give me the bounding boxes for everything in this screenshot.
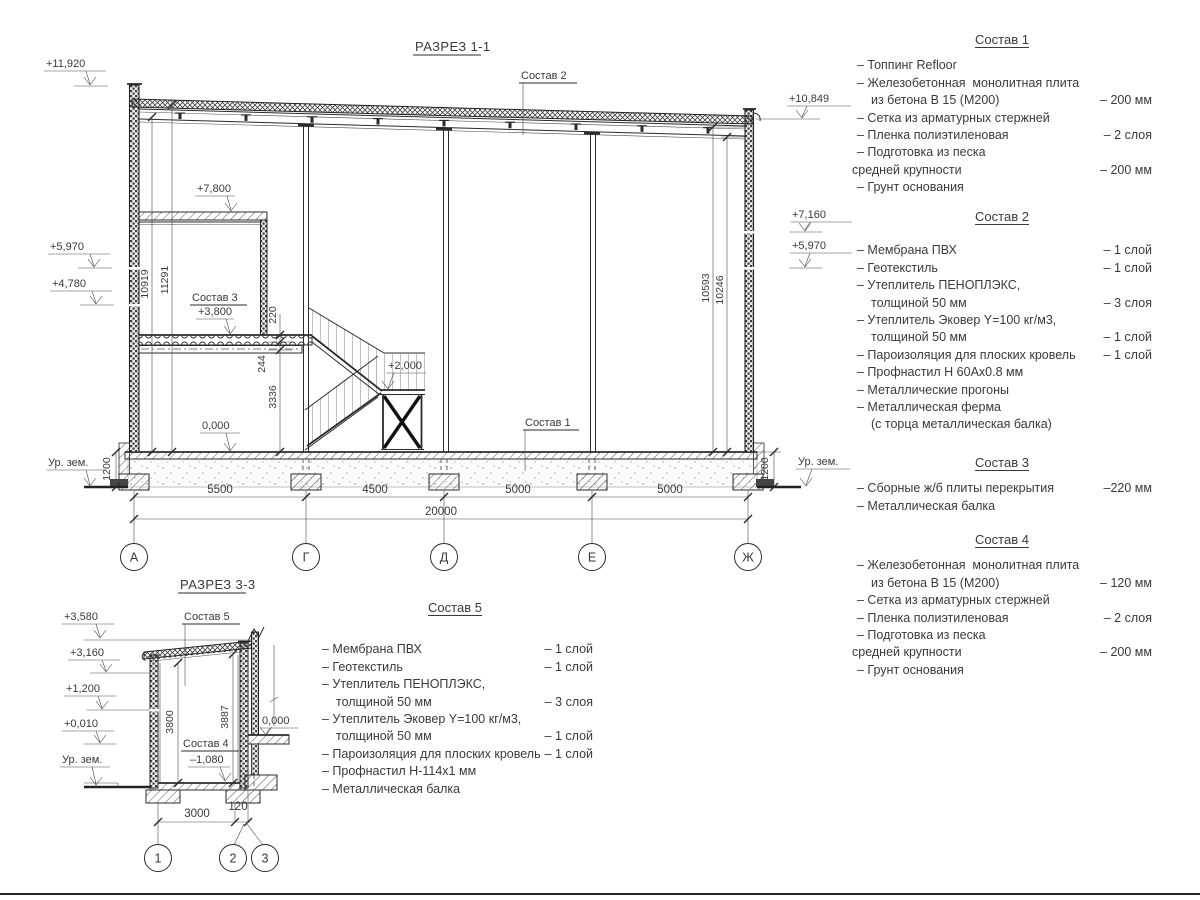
- floor-slab: [125, 452, 757, 459]
- vdim-220: 220: [267, 306, 279, 324]
- material-name: – Сборные ж/б плиты перекрытия: [857, 481, 1055, 496]
- composition-row: [852, 277, 1152, 294]
- annex-floor-slab: [150, 783, 240, 790]
- vdim-10919: 10919: [139, 269, 151, 299]
- plinth-left: [119, 443, 130, 474]
- material-name: – Пароизоляция для плоских кровель: [857, 347, 1076, 362]
- grid-axis-g: Г: [302, 550, 310, 565]
- material-name: – Утеплитель ПЕНОПЛЭКС,: [322, 677, 486, 692]
- composition-row: [852, 627, 1152, 644]
- elevation-7800: +7,800: [197, 183, 231, 195]
- material-name: – Утеплитель ПЕНОПЛЭКС,: [857, 278, 1021, 293]
- composition-row: [852, 399, 1152, 416]
- elevation-marks-right: [756, 93, 852, 486]
- composition-row: [852, 416, 1152, 433]
- grid-axis-j: Ж: [742, 550, 754, 565]
- dim-3000: 3000: [184, 808, 210, 820]
- vdim-1200-right: 1200: [759, 457, 771, 481]
- main-pad: [245, 775, 277, 790]
- annex-wall-right: [240, 643, 248, 788]
- composition-row: [317, 781, 593, 798]
- callout-sostav3: [190, 292, 247, 305]
- material-name: – Сетка из арматурных стержней: [857, 110, 1050, 125]
- material-name: – Грунт основания: [857, 662, 964, 677]
- material-value: –220 мм: [1103, 481, 1152, 496]
- composition-list-3: [852, 454, 1152, 515]
- svg-text:Состав 1: Состав 1: [525, 417, 571, 429]
- elevation-3160: +3,160: [70, 647, 104, 659]
- material-name: (с торца металлическая балка): [871, 417, 1052, 432]
- annex-pad-left: [146, 790, 180, 803]
- material-name: – Пленка полиэтиленовая: [857, 610, 1009, 625]
- material-name: – Металлическая ферма: [857, 400, 1002, 415]
- composition-row: [317, 676, 593, 693]
- composition-row: [852, 92, 1152, 109]
- callout-sostav2: [519, 70, 577, 135]
- composition-title: Состав 1: [975, 32, 1029, 47]
- material-name: – Мембрана ПВХ: [322, 642, 422, 657]
- material-value: – 3 слоя: [1103, 295, 1152, 310]
- composition-row: [852, 382, 1152, 399]
- material-name: – Профнастил Н 60Ах0.8 мм: [857, 365, 1024, 380]
- material-name: – Профнастил Н-114х1 мм: [322, 764, 477, 779]
- elevation-m1080: –1,080: [190, 754, 224, 766]
- composition-row: [317, 728, 593, 745]
- elevation-3580: +3,580: [64, 611, 98, 623]
- material-name: – Железобетонная монолитная плита: [857, 75, 1080, 90]
- dim-20000: 20000: [425, 506, 457, 518]
- composition-row: [317, 763, 593, 780]
- composition-row: [852, 610, 1152, 627]
- material-name: из бетона В 15 (М200): [871, 93, 1000, 108]
- elevation-5970-left: +5,970: [50, 241, 84, 253]
- composition-row: [852, 347, 1152, 364]
- elevation-4780: +4,780: [52, 278, 86, 290]
- composition-row: [852, 592, 1152, 609]
- material-name: – Мембрана ПВХ: [857, 243, 957, 258]
- composition-row: [852, 144, 1152, 161]
- composition-row: [317, 746, 593, 763]
- composition-title: Состав 2: [975, 209, 1029, 224]
- horizontal-dimensions: [130, 484, 752, 543]
- composition-row: [852, 312, 1152, 329]
- composition-row: [852, 110, 1152, 127]
- material-value: – 1 слой: [1103, 347, 1152, 362]
- elevation-0000: 0,000: [202, 420, 230, 432]
- dim-5000-1: 5000: [505, 484, 531, 496]
- annex-wall-left: [150, 655, 158, 788]
- grid-axis-a: А: [129, 550, 139, 565]
- material-name: толщиной 50 мм: [871, 330, 967, 345]
- material-value: – 2 слоя: [1103, 128, 1152, 143]
- material-name: толщиной 50 мм: [871, 295, 967, 310]
- dim-120: 120: [228, 801, 248, 813]
- grid-axes-3-3: [145, 845, 279, 872]
- composition-list-5: [317, 599, 593, 798]
- composition-row: [852, 644, 1152, 661]
- material-value: – 1 слой: [544, 659, 593, 674]
- parapet-hook: [754, 113, 760, 121]
- elevation-5970-right: +5,970: [792, 240, 826, 252]
- vdim-244: 244: [256, 355, 268, 373]
- material-value: – 1 слой: [1103, 330, 1152, 345]
- material-name: – Металлические прогоны: [857, 382, 1010, 397]
- material-value: – 1 слой: [544, 642, 593, 657]
- vdim-3336: 3336: [267, 385, 279, 409]
- composition-row: [852, 575, 1152, 592]
- material-name: – Металлическая балка: [857, 498, 996, 513]
- material-value: – 1 слой: [544, 746, 593, 761]
- composition-list-4: [852, 531, 1152, 679]
- elevation-marks-3-3: [60, 611, 298, 785]
- composition-row: [852, 295, 1152, 312]
- composition-title: Состав 5: [428, 600, 482, 615]
- composition-row: [852, 75, 1152, 92]
- composition-row: [852, 329, 1152, 346]
- grid-axes-1-1: [121, 544, 762, 571]
- section-1-1-title: РАЗРЕЗ 1-1: [415, 39, 491, 54]
- elevation-7160: +7,160: [792, 209, 826, 221]
- grid-axis-e: Е: [587, 550, 597, 565]
- material-name: – Сетка из арматурных стержней: [857, 593, 1050, 608]
- material-name: толщиной 50 мм: [336, 729, 432, 744]
- material-name: – Железобетонная монолитная плита: [857, 558, 1080, 573]
- composition-row: [852, 179, 1152, 196]
- composition-row: [852, 480, 1152, 497]
- ground-level-label-3-3: Ур. зем.: [62, 754, 103, 766]
- material-name: – Металлическая балка: [322, 781, 461, 796]
- composition-list-2: [852, 208, 1152, 434]
- material-name: средней крупности: [852, 645, 962, 660]
- grid-axis-3: 3: [261, 851, 269, 866]
- section-3-3-drawing: [60, 577, 298, 872]
- material-name: – Утеплитель Эковер Y=100 кг/м3,: [857, 313, 1057, 328]
- elevation-2000: +2,000: [388, 360, 422, 372]
- composition-row: [852, 557, 1152, 574]
- svg-text:Состав 4: Состав 4: [183, 738, 229, 750]
- material-value: – 1 слой: [1103, 243, 1152, 258]
- section-1-1-drawing: [44, 39, 852, 571]
- material-value: – 3 слоя: [544, 694, 593, 709]
- material-name: толщиной 50 мм: [336, 694, 432, 709]
- composition-title: Состав 3: [975, 455, 1029, 470]
- material-value: – 1 слой: [1103, 260, 1152, 275]
- material-value: – 1 слой: [544, 729, 593, 744]
- elevation-marks-left: [44, 58, 114, 486]
- composition-row: [317, 694, 593, 711]
- material-name: из бетона В 15 (М200): [871, 575, 1000, 590]
- composition-list-1: [852, 31, 1152, 197]
- composition-row: [317, 659, 593, 676]
- material-value: – 200 мм: [1100, 93, 1152, 108]
- material-name: – Геотекстиль: [322, 659, 403, 674]
- composition-row: [852, 260, 1152, 277]
- elevation-10849: +10,849: [789, 93, 830, 105]
- ground-level-label-left: Ур. зем.: [48, 457, 89, 469]
- composition-row: [317, 641, 593, 658]
- vdim-1200-left: 1200: [101, 457, 113, 481]
- material-name: – Подготовка из песка: [857, 628, 986, 643]
- material-value: – 120 мм: [1100, 575, 1152, 590]
- composition-row: [852, 662, 1152, 679]
- grid-axis-d: Д: [439, 550, 449, 565]
- composition-row: [852, 242, 1152, 259]
- grid-axis-2: 2: [229, 851, 237, 866]
- wall-axis-j: [745, 110, 754, 452]
- elevation-0000-3-3: 0,000: [262, 715, 290, 727]
- vdim-3800: 3800: [164, 710, 176, 734]
- elevation-1200-mark: +1,200: [66, 683, 100, 695]
- composition-row: [852, 127, 1152, 144]
- staircase: [305, 308, 425, 450]
- svg-text:Состав 2: Состав 2: [521, 70, 567, 82]
- vdim-10246: 10246: [714, 275, 726, 305]
- elevation-11920: +11,920: [46, 58, 86, 70]
- material-value: – 200 мм: [1100, 162, 1152, 177]
- dim-4500: 4500: [362, 484, 388, 496]
- material-name: – Утеплитель Эковер Y=100 кг/м3,: [322, 712, 522, 727]
- main-wall: [252, 632, 259, 735]
- composition-row: [852, 364, 1152, 381]
- vdim-11291: 11291: [159, 265, 171, 295]
- elevation-0010: +0,010: [64, 718, 98, 730]
- ground-level-label-right: Ур. зем.: [798, 456, 839, 468]
- dim-5000-2: 5000: [657, 484, 683, 496]
- material-name: – Пленка полиэтиленовая: [857, 128, 1009, 143]
- material-value: – 2 слоя: [1103, 610, 1152, 625]
- vertical-dimensions-3-3: [164, 650, 237, 787]
- main-floor-slab: [248, 735, 289, 744]
- material-name: – Грунт основания: [857, 180, 964, 195]
- material-name: – Топпинг Refloor: [857, 58, 957, 73]
- svg-text:Состав 3: Состав 3: [192, 292, 238, 304]
- material-name: средней крупности: [852, 162, 962, 177]
- callout-sostav4: [181, 738, 239, 781]
- vdim-10593: 10593: [700, 273, 712, 303]
- composition-title: Состав 4: [975, 532, 1029, 547]
- composition-row: [852, 57, 1152, 74]
- material-name: – Пароизоляция для плоских кровель: [322, 746, 541, 761]
- svg-text:Состав 5: Состав 5: [184, 611, 230, 623]
- composition-row: [317, 711, 593, 728]
- dim-5500: 5500: [207, 484, 233, 496]
- elevation-3800: +3,800: [198, 306, 232, 318]
- composition-row: [852, 498, 1152, 515]
- vdim-3887: 3887: [219, 705, 231, 729]
- grid-axis-1: 1: [154, 851, 162, 866]
- material-name: – Геотекстиль: [857, 260, 938, 275]
- material-name: – Подготовка из песка: [857, 145, 986, 160]
- section-3-3-title: РАЗРЕЗ 3-3: [180, 577, 256, 592]
- material-value: – 200 мм: [1100, 645, 1152, 660]
- composition-row: [852, 162, 1152, 179]
